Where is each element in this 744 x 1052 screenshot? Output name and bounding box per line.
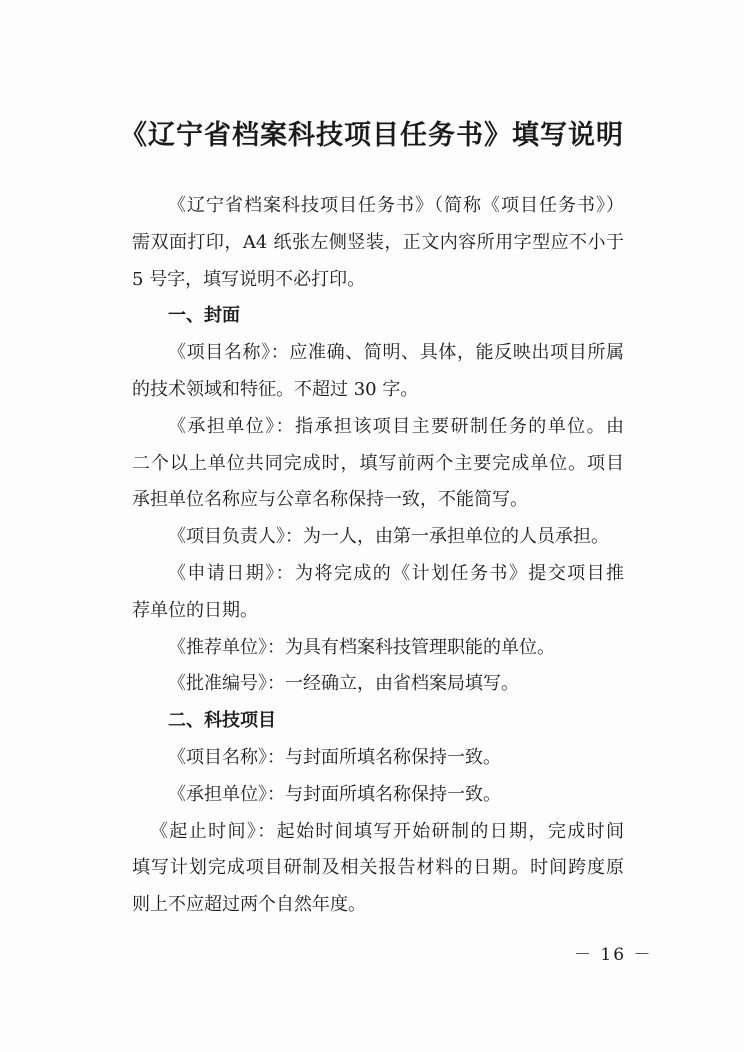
document-title: 《辽宁省档案科技项目任务书》填写说明 [120,120,624,151]
document-body [132,188,624,924]
paragraph-line: 《批准编号》：一经确立，由省档案局填写。 [168,673,519,695]
section-heading-cover: 一、封面 [168,305,240,327]
paragraph-line: 《项目名称》：应准确、简明、具体，能反映出项目所属 [168,342,624,364]
section-heading-project: 二、科技项目 [168,710,276,732]
intro-line-1: 《辽宁省档案科技项目任务书》（简称《项目任务书》） [168,195,624,216]
intro-line-2: 需双面打印，A4 纸张左侧竖装，正文内容所用字型应不小于 [132,231,624,253]
paragraph-line: 《项目名称》：与封面所填名称保持一致。 [168,746,501,768]
paragraph-line: 的技术领域和特征。不超过 30 字。 [132,378,419,400]
paragraph-line: 《申请日期》：为将完成的《计划任务书》提交项目推 [168,562,624,584]
paragraph-line: 《项目负责人》：为一人，由第一承担单位的人员承担。 [168,526,609,548]
paragraph-line: 《起止时间》：起始时间填写开始研制的日期，完成时间 [150,820,624,842]
paragraph-line: 荐单位的日期。 [132,599,258,621]
paragraph-line: 则上不应超过两个自然年度。 [132,894,366,916]
paragraph-line: 填写计划完成项目研制及相关报告材料的日期。时间跨度原 [132,857,624,879]
paragraph-line: 《承担单位》：与封面所填名称保持一致。 [168,783,501,805]
paragraph-line: 承担单位名称应与公章名称保持一致，不能简写。 [132,489,528,511]
page-number: － 16 － [574,945,653,965]
intro-line-3: 5 号字，填写说明不必打印。 [132,268,366,290]
paragraph-line: 《推荐单位》：为具有档案科技管理职能的单位。 [168,636,555,658]
paragraph-line: 二个以上单位共同完成时，填写前两个主要完成单位。项目 [132,452,624,474]
paragraph-line: 《承担单位》：指承担该项目主要研制任务的单位。由 [168,415,624,437]
